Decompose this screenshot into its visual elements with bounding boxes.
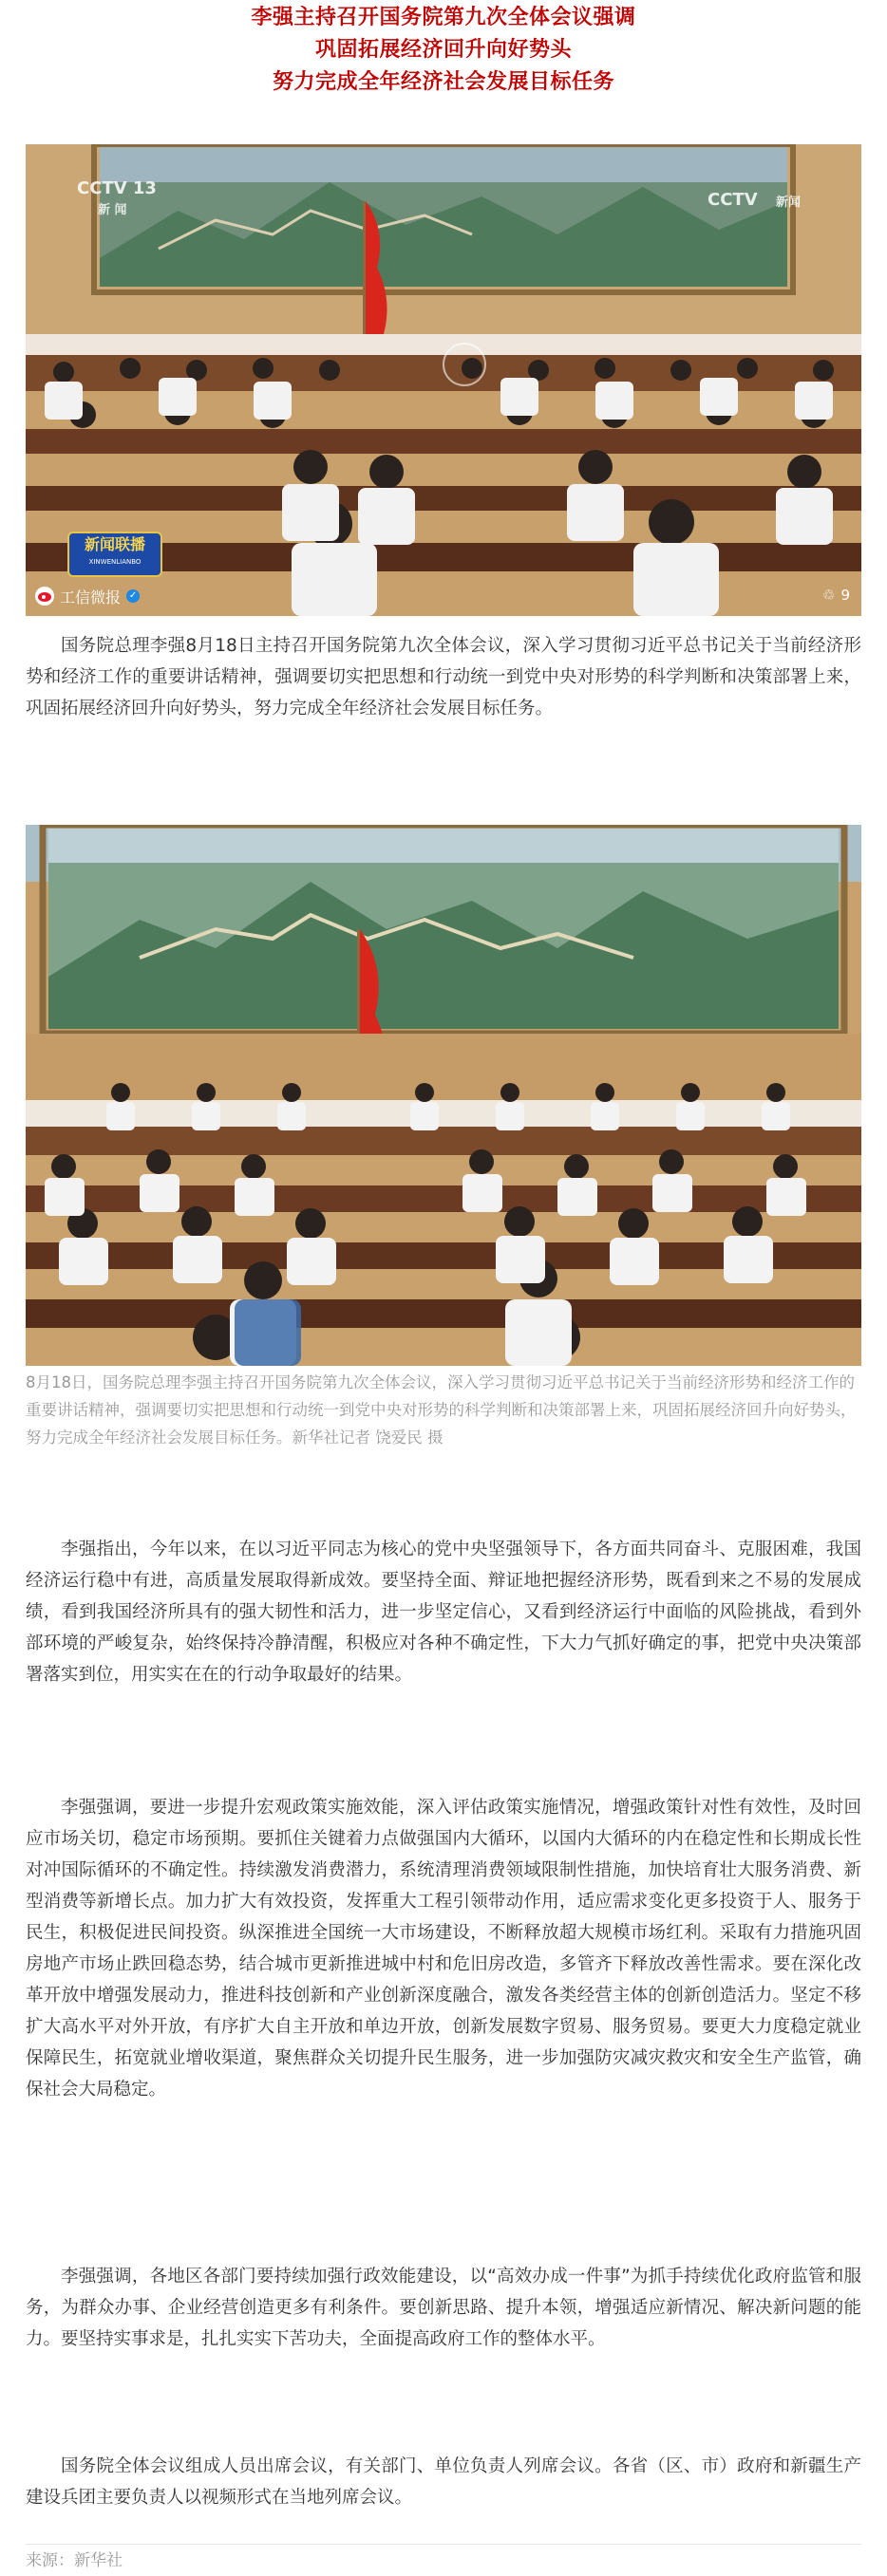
meeting-photo[interactable] xyxy=(26,825,861,1366)
channel-logo-right-sub: 新闻 xyxy=(776,196,802,210)
weibo-account-name: 工信微报 xyxy=(60,588,122,607)
like-count: 9 xyxy=(840,587,850,604)
program-badge xyxy=(67,532,162,577)
paragraph-5: 国务院全体会议组成人员出席会议，有关部门、单位负责人列席会议。各省（区、市）政府和新疆生产建设兵团主要负责人以视频形式在当地列席会议。 xyxy=(26,2456,861,2508)
meeting-photo-image xyxy=(26,825,861,1366)
channel-sub: 新 闻 xyxy=(98,203,127,217)
source-line: 来源：新华社 xyxy=(26,2544,861,2570)
channel-logo: CCTV 13 xyxy=(77,178,157,198)
headline xyxy=(0,0,887,99)
paragraph-4: 李强强调，各地区各部门要持续加强行政效能建设，以“高效办成一件事”为抓手持续优化政府监管和服务，为群众办事、企业经营创造更多有利条件。要创新思路、提升本领，增强适应新情况、解决新问题的能力。要坚持实事求是，扎扎实实下苦功夫，全面提高政府工作的整体水平。 xyxy=(26,2267,861,2349)
paragraph-1: 国务院总理李强8月18日主持召开国务院第九次全体会议，深入学习贯彻习近平总书记关于当前经济形势和经济工作的重要讲话精神，强调要切实把思想和行动统一到党中央对形势的科学判断和决策部署上来，巩固拓展经济回升向好势头，努力完成全年经济社会发展目标任务。 xyxy=(26,636,861,719)
program-badge-en: XINWENLIANBO xyxy=(88,558,142,566)
photo-caption: 8月18日，国务院总理李强主持召开国务院第九次全体会议，深入学习贯彻习近平总书记关于当前经济形势和经济工作的重要讲话精神，强调要切实把思想和行动统一到党中央对形势的科学判断和决策部署上来，巩固拓展经济回升向好势头，努力完成全年经济社会发展目标任务。新华社记者 饶爱民 摄 xyxy=(26,1373,857,1447)
paragraph-3: 李强强调，要进一步提升宏观政策实施效能，深入评估政策实施情况，增强政策针对性有效性，及时回应市场关切，稳定市场预期。要抓住关键着力点做强国内大循环，以国内大循环的内在稳定性和长期成长性对冲国际循环的不确定性。持续激发消费潜力，系统清理消费领域限制性措施，加快培育壮大服务消费、新型消费等新增长点。加力扩大有效投资，发挥重大工程引领带动作用，适应需求变化更多投资于人、服务于民生，积极促进民间投资。纵深推进全国统一大市场建设，不断释放超大规模市场红利。采取有力措施巩固房地产市场止跌回稳态势，结合城市更新推进城中村和危旧房改造，多管齐下释放改善性需求。要在深化改革开放中增强发展动力，推进科技创新和产业创新深度融合，激发各类经营主体的创新创造活力。坚定不移扩大高水平对外开放，有序扩大自主开放和单边开放，创新发展数字贸易、服务贸易。要更大力度稳定就业保障民生，拓宽就业增收渠道，聚焦群众关切提升民生服务，进一步加强防灾减灾救灾和安全生产监管，确保社会大局稳定。 xyxy=(26,1798,861,2100)
verified-icon: ✓ xyxy=(126,589,140,603)
meeting-photo-tv[interactable] xyxy=(26,144,861,616)
headline-line-1: 李强主持召开国务院第九次全体会议强调 xyxy=(251,6,636,29)
headline-line-3: 努力完成全年经济社会发展目标任务 xyxy=(272,70,614,94)
program-badge-label: 新闻联播 xyxy=(84,535,145,553)
like-counter[interactable] xyxy=(822,587,850,604)
weibo-icon xyxy=(35,587,54,606)
like-icon[interactable]: ♲ xyxy=(822,587,836,604)
paragraph-2: 李强指出，今年以来，在以习近平同志为核心的党中央坚强领导下，各方面共同奋斗、克服困难，我国经济运行稳中有进，高质量发展取得新成效。要坚持全面、辩证地把握经济形势，既看到来之不易的发展成绩，看到我国经济所具有的强大韧性和活力，进一步坚定信心，又看到经济运行中面临的风险挑战，看到外部环境的严峻复杂，始终保持冷静清醒，积极应对各种不确定性，下大力气抓好确定的事，把党中央决策部署落实到位，用实实在在的行动争取最好的结果。 xyxy=(26,1540,861,1685)
headline-line-2: 巩固拓展经济回升向好势头 xyxy=(314,38,572,62)
weibo-account xyxy=(35,583,140,609)
channel-logo-right: CCTV xyxy=(708,190,758,210)
